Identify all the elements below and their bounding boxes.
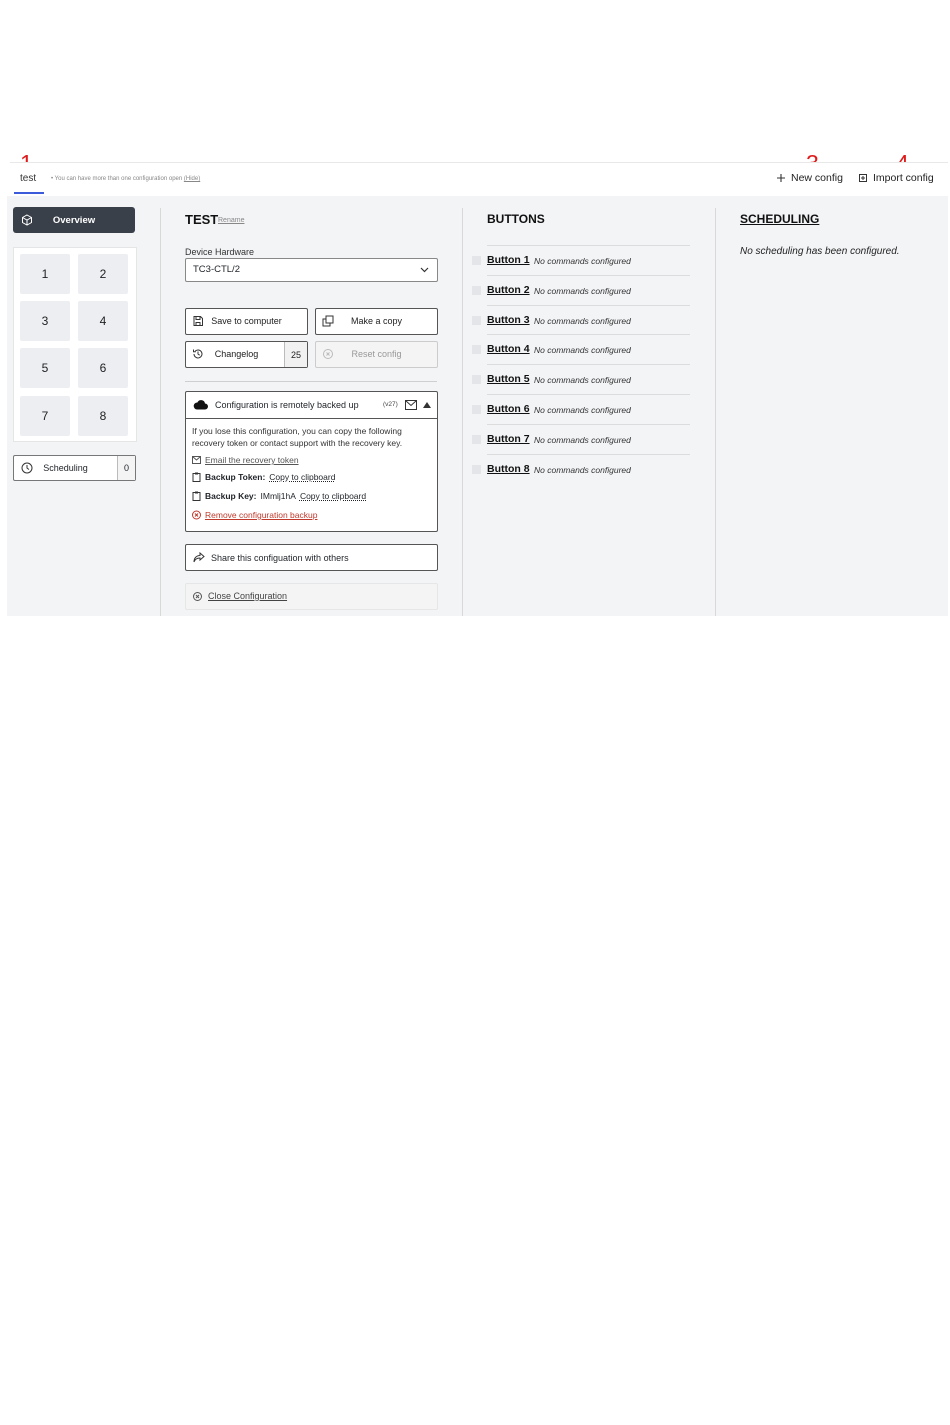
reset-config-button[interactable] [315,341,438,368]
email-recovery-token-label: Email the recovery token [205,455,299,465]
scheduling-empty-message: No scheduling has been configured. [740,246,900,257]
button-checkbox[interactable] [472,286,481,295]
backup-description: If you lose this configuration, you can copy the following recovery token or contact support with the recovery key. [192,426,403,448]
config-tab-bar [10,162,948,197]
button-status: No commands configured [534,375,631,386]
device-hardware-select[interactable] [185,258,438,282]
device-hardware-label: Device Hardware [185,247,255,257]
make-a-copy-label: Make a copy [350,316,403,326]
backup-key-row [192,491,366,501]
button-status: No commands configured [534,315,631,326]
backup-panel-header[interactable] [186,392,437,419]
divider [185,381,437,382]
grid-button-7[interactable]: 7 [20,396,70,436]
save-to-computer-label: Save to computer [211,316,282,326]
button-status: No commands configured [534,464,631,475]
list-item [487,275,690,305]
plus-icon [776,173,786,183]
share-icon [193,552,205,563]
button-checkbox[interactable] [472,256,481,265]
button-checkbox[interactable] [472,345,481,354]
button-status: No commands configured [534,345,631,356]
list-item [487,424,690,454]
device-hardware-value: TC3-CTL/2 [193,264,240,275]
list-item [487,334,690,364]
clipboard-icon [192,491,201,501]
new-config-button[interactable] [776,172,843,184]
multi-config-hint [51,176,200,182]
backup-token-label: Backup Token: [205,472,266,482]
close-config-button[interactable] [185,583,438,610]
scheduling-count-badge: 0 [117,456,135,480]
button-checkbox[interactable] [472,435,481,444]
config-column [7,196,948,616]
button-checkbox[interactable] [472,465,481,474]
mail-icon [192,455,201,465]
overview-label: Overview [52,214,96,226]
hide-hint-link[interactable]: (Hide) [183,176,201,182]
reset-config-label: Reset config [351,349,402,359]
grid-button-4[interactable]: 4 [78,301,128,341]
scheduling-label: Scheduling [43,463,88,473]
button-link[interactable]: Button 2 [487,283,530,296]
changelog-count-badge: 25 [284,342,307,367]
list-item [487,394,690,424]
button-checkbox[interactable] [472,375,481,384]
close-circle-icon [193,592,202,601]
active-tab-indicator [14,192,44,194]
import-config-label: Import config [873,172,934,184]
buttons-title: BUTTONS [487,212,545,226]
import-icon [858,173,868,183]
rename-link[interactable]: Rename [218,217,245,224]
import-config-button[interactable] [858,172,934,184]
new-config-label: New config [791,172,843,184]
cloud-icon [193,399,208,410]
button-status: No commands configured [534,404,631,415]
button-link[interactable]: Button 5 [487,373,530,386]
button-link[interactable]: Button 8 [487,462,530,475]
make-a-copy-button[interactable] [315,308,438,335]
button-status: No commands configured [534,285,631,296]
copy-token-link[interactable]: Copy to clipboard [269,472,336,482]
backup-token-row [192,472,335,482]
grid-button-2[interactable]: 2 [78,254,128,294]
share-config-label: Share this configuation with others [211,553,349,563]
grid-button-6[interactable]: 6 [78,348,128,388]
hint-text: • You can have more than one configuration open [51,176,183,182]
button-link[interactable]: Button 6 [487,402,530,415]
copy-key-link[interactable]: Copy to clipboard [299,491,367,501]
caret-up-icon[interactable] [423,402,431,408]
button-link[interactable]: Button 1 [487,254,530,266]
grid-button-5[interactable]: 5 [20,348,70,388]
scheduling-title[interactable]: SCHEDULING [740,212,820,226]
close-config-label: Close Configuration [208,591,288,601]
button-status: No commands configured [534,434,631,445]
grid-button-3[interactable]: 3 [20,301,70,341]
config-tab-test[interactable]: test [20,173,37,184]
remove-backup-link[interactable] [192,510,317,520]
button-link[interactable]: Button 3 [487,313,530,326]
buttons-list [487,245,690,483]
close-circle-icon [192,510,201,520]
chevron-down-icon [420,266,429,274]
backup-panel [185,391,438,532]
list-item [487,364,690,394]
backup-status-label: Configuration is remotely backed up [215,400,359,410]
remove-backup-label: Remove configuration backup [205,510,318,520]
backup-version: (v27) [383,401,398,408]
list-item [487,245,690,275]
changelog-button[interactable] [185,341,308,368]
changelog-label: Changelog [214,349,259,359]
email-recovery-token-link[interactable] [192,455,299,465]
clipboard-icon [192,472,201,482]
grid-button-1[interactable]: 1 [20,254,70,294]
list-item [487,305,690,335]
grid-button-8[interactable]: 8 [78,396,128,436]
list-item [487,454,690,484]
button-checkbox[interactable] [472,405,481,414]
button-link[interactable]: Button 7 [487,432,530,445]
button-checkbox[interactable] [472,316,481,325]
share-config-button[interactable] [185,544,438,571]
config-title: TEST [185,212,219,227]
button-link[interactable]: Button 4 [487,343,530,356]
save-to-computer-button[interactable] [185,308,308,335]
mail-icon[interactable] [405,400,417,410]
backup-key-value: IMmlj1hA [260,491,296,501]
button-status: No commands configured [534,256,631,266]
backup-key-label: Backup Key: [205,491,257,501]
